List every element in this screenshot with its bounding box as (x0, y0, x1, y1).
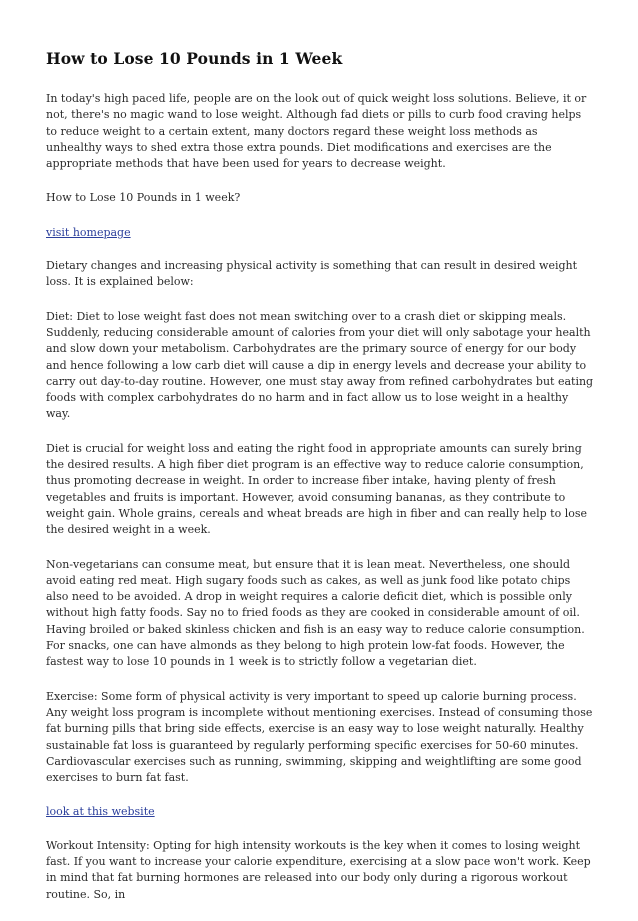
exercise-paragraph: Exercise: Some form of physical activity is very important to speed up calorie burning process. Any weight loss program is incomplete without mentioning exercises. Instead of consuming those fat burning pills that bring side effects, exercise is an easy way to lose weight naturally. Healthy sustainable fat loss is guaranteed by regularly performing specific exercises for 50-60 minutes. Cardiovascular exercises such as running, swimming, skipping and weightlifting are some good exercises to burn fat fast. (46, 689, 593, 785)
intensity-paragraph: Workout Intensity: Opting for high intensity workouts is the key when it comes to losing weight fast. If you want to increase your calorie expenditure, exercising at a slow pace won't work. Keep in mind that fat burning hormones are released into our body only during a rigorous workout routine. So, in (46, 838, 591, 901)
dietary-paragraph: Dietary changes and increasing physical activity is something that can result in desired weight loss. It is explained below: (46, 259, 578, 289)
website-link-row (46, 804, 594, 820)
question-paragraph: How to Lose 10 Pounds in 1 week? (46, 191, 241, 205)
meat-paragraph: Non-vegetarians can consume meat, but ensure that it is lean meat. Nevertheless, one should avoid eating red meat. High sugary foods such as cakes, as well as junk food like potato chips also need to be avoided. A drop in weight requires a calorie deficit diet, which is possible only without high fatty foods. Say no to fried foods as they are cooked in considerable amount of oil. Having broiled or baked skinless chicken and fish is an easy way to reduce calorie consumption. For snacks, one can have almonds as they belong to high protein low-fat foods. However, the fastest way to lose 10 pounds in 1 week is to strictly follow a vegetarian diet. (46, 557, 585, 669)
fiber-paragraph: Diet is crucial for weight loss and eating the right food in appropriate amounts can surely bring the desired results. A high fiber diet program is an effective way to reduce calorie consumption, thus promoting decrease in weight. In order to increase fiber intake, having plenty of fresh vegetables and fruits is important. However, avoid consuming bananas, as they contribute to weight gain. Whole grains, cereals and wheat breads are high in fiber and can really help to lose the desired weight in a week. (46, 441, 588, 537)
homepage-link-row (46, 225, 594, 241)
visit-homepage-link[interactable]: visit homepage (46, 225, 131, 239)
look-at-website-link[interactable]: look at this website (46, 805, 155, 819)
page-title: How to Lose 10 Pounds in 1 Week (46, 49, 343, 68)
document-page (46, 49, 594, 921)
diet-paragraph: Diet: Diet to lose weight fast does not mean switching over to a crash diet or skipping meals. Suddenly, reducing considerable amount of calories from your diet will only sabotage your health and slow down your metabolism. Carbohydrates are the primary source of energy for our body and hence following a low carb diet will cause a dip in energy levels and decrease your ability to carry out day-to-day routine. However, one must stay away from refined carbohydrates but eating foods with complex carbohydrates do no harm and in fact allow us to lose weight in a healthy way. (46, 309, 594, 421)
intro-paragraph: In today's high paced life, people are on the look out of quick weight loss solutions. Believe, it or not, there's no magic wand to lose weight. Although fad diets or pills to curb food craving helps to reduce weight to a certain extent, many doctors regard these weight loss methods as unhealthy ways to shed extra those extra pounds. Diet modifications and exercises are the appropriate methods that have been used for years to decrease weight. (46, 92, 587, 171)
